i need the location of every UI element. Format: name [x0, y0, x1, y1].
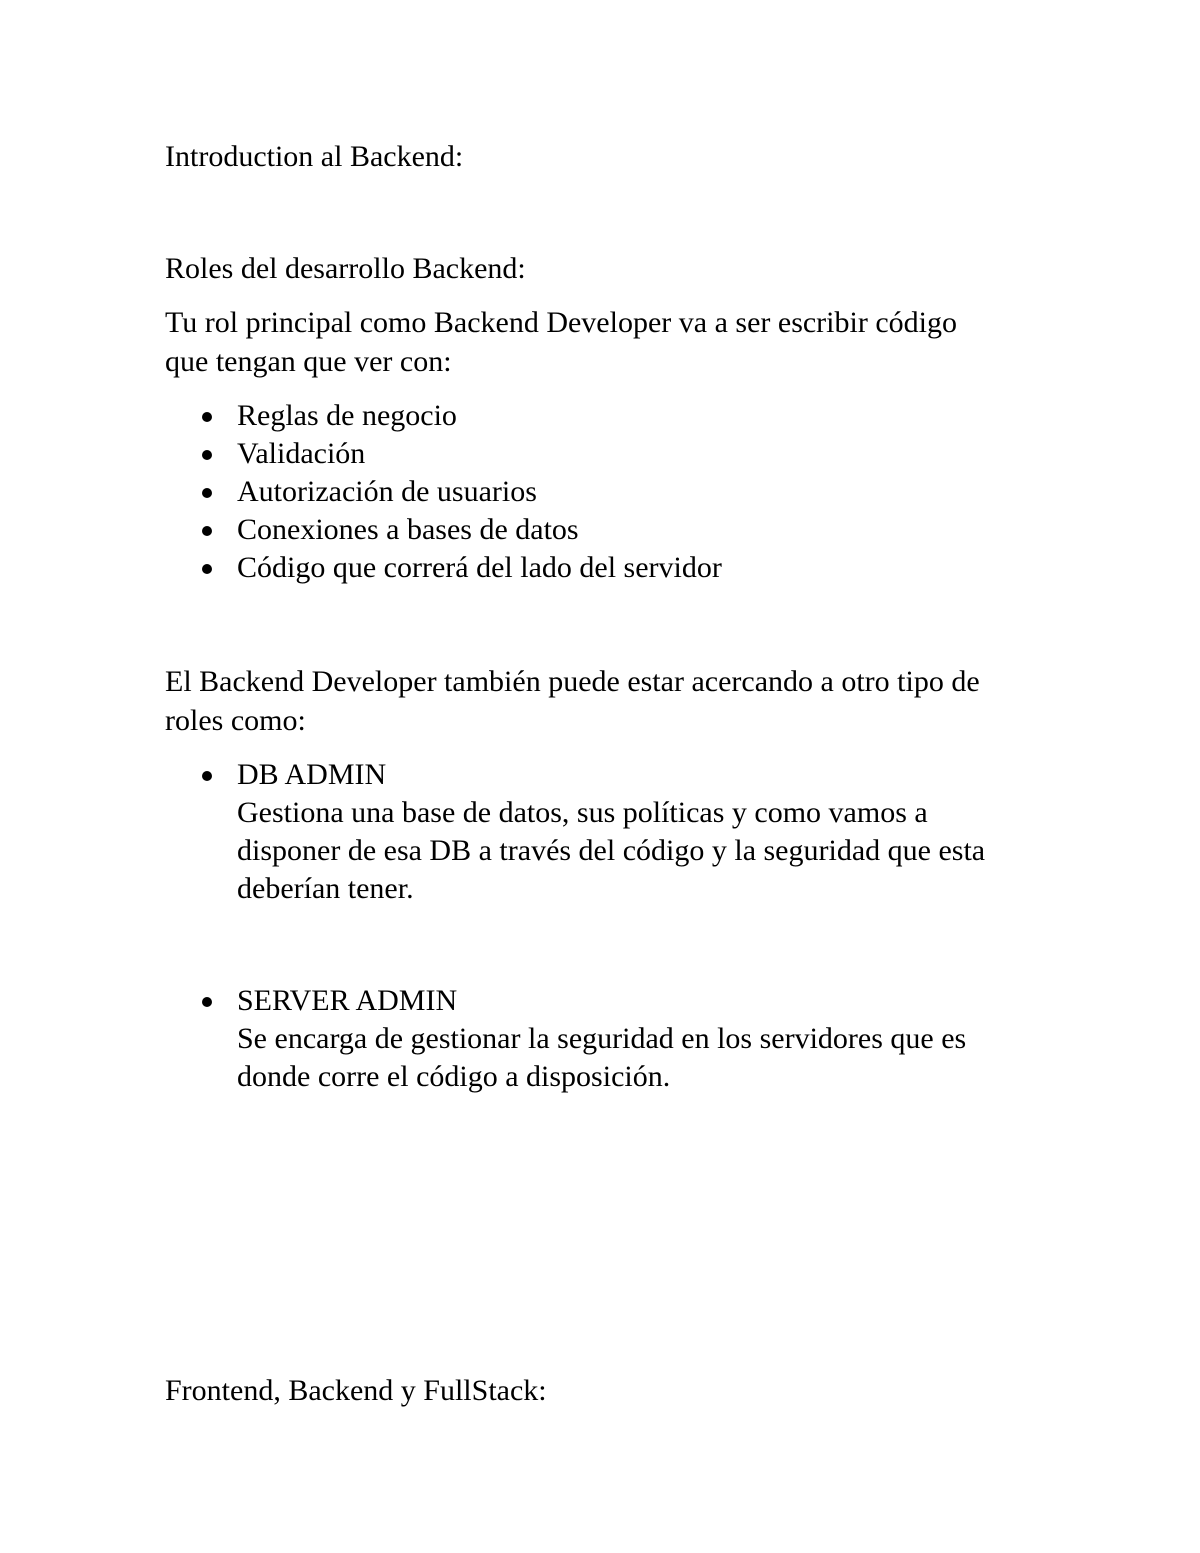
- heading-fullstack: Frontend, Backend y FullStack:: [165, 1374, 547, 1407]
- server-admin-description-line-1: Se encarga de gestionar la seguridad en los servidores que es: [237, 1022, 967, 1055]
- bullet-icon: [202, 997, 212, 1007]
- heading-intro: Introduction al Backend:: [165, 140, 464, 173]
- list-item-text: Validación: [237, 437, 366, 470]
- bullet-icon: [202, 771, 212, 781]
- paragraph-role-line-1: Tu rol principal como Backend Developer va a ser escribir código: [165, 306, 957, 339]
- db-admin-description-line-1: Gestiona una base de datos, sus políticas y como vamos a: [237, 796, 928, 829]
- bullet-icon: [202, 526, 212, 536]
- server-admin-title: SERVER ADMIN: [237, 984, 458, 1017]
- heading-roles: Roles del desarrollo Backend:: [165, 252, 526, 285]
- role-list: [0, 397, 722, 587]
- bullet-icon: [202, 488, 212, 498]
- list-item-text: Conexiones a bases de datos: [237, 513, 579, 546]
- server-admin-description-line-2: donde corre el código a disposición.: [237, 1060, 671, 1093]
- db-admin-description-line-2: disponer de esa DB a través del código y la seguridad que esta: [237, 834, 986, 867]
- paragraph-other-line-1: El Backend Developer también puede estar acercando a otro tipo de: [165, 665, 980, 698]
- server-admin-item: [0, 982, 966, 1096]
- list-item: [0, 473, 722, 511]
- bullet-icon: [202, 450, 212, 460]
- db-admin-item: [0, 756, 985, 908]
- db-admin-title: DB ADMIN: [237, 758, 387, 791]
- list-item-text: Autorización de usuarios: [237, 475, 537, 508]
- list-item-text: Reglas de negocio: [237, 399, 457, 432]
- list-item: [0, 549, 722, 587]
- list-item: [0, 397, 722, 435]
- list-item: [0, 511, 722, 549]
- db-admin-description-line-3: deberían tener.: [237, 872, 414, 905]
- server-admin-list: [0, 982, 966, 1096]
- paragraph-role-line-2: que tengan que ver con:: [165, 345, 452, 378]
- list-item: [0, 435, 722, 473]
- list-item-text: Código que correrá del lado del servidor: [237, 551, 722, 584]
- paragraph-other-line-2: roles como:: [165, 704, 306, 737]
- db-admin-list: [0, 756, 985, 908]
- bullet-icon: [202, 412, 212, 422]
- bullet-icon: [202, 564, 212, 574]
